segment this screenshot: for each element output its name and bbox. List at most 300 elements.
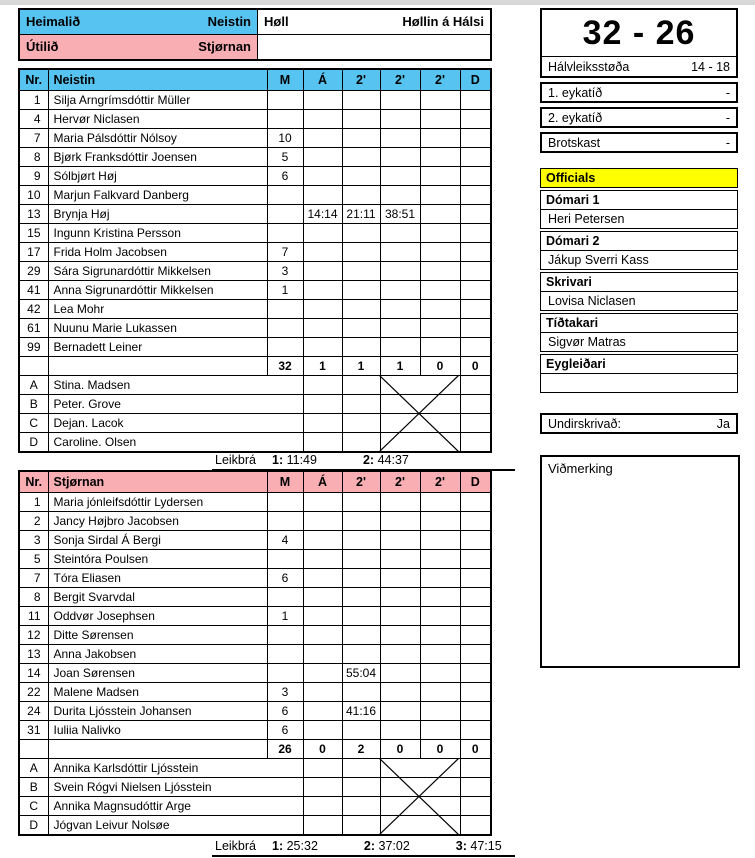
player-name-cell: Tóra Eliasen [48,569,267,588]
player-number-cell: 15 [19,224,48,243]
player-name-cell: Frida Holm Jacobsen [48,243,267,262]
warning-cell [303,186,342,205]
bench-name-cell: Peter. Grove [48,395,303,414]
hall-name: Høllin á Hálsi [402,14,484,30]
official-name: Jákup Sverri Kass [548,253,649,267]
total-disqualifications-cell: 0 [460,357,491,376]
suspension3-cell [420,702,460,721]
suspension2-cell [380,550,420,569]
suspension2-cell [380,186,420,205]
total-suspensions1-cell: 1 [342,357,380,376]
suspension1-cell [342,110,380,129]
goals-cell: 4 [267,531,303,550]
column-header: 2' [380,69,420,91]
warning-cell [303,110,342,129]
player-name-cell: Jancy Højbro Jacobsen [48,512,267,531]
crossed-cell [380,395,460,414]
goals-cell: 6 [267,167,303,186]
suspension3-cell [420,186,460,205]
goals-cell: 6 [267,721,303,740]
away-timeouts-line [18,838,518,854]
player-row [19,281,491,300]
crossed-cell [380,797,460,816]
underline [212,469,515,471]
player-name-cell: Oddvør Josephsen [48,607,267,626]
goals-cell: 7 [267,243,303,262]
crossed-cell [380,433,460,453]
suspension2-cell [380,91,420,110]
disqualification-cell [460,91,491,110]
disqualification-cell [460,414,491,433]
goals-cell [267,664,303,683]
bench-official-row [19,816,491,836]
player-name-cell: Sára Sigrunardóttir Mikkelsen [48,262,267,281]
official-name [541,374,737,392]
player-number-cell: 7 [19,129,48,148]
suspension3-cell [420,664,460,683]
player-row [19,550,491,569]
suspension3-cell [420,683,460,702]
bench-letter-cell: B [19,778,48,797]
suspension2-cell [380,281,420,300]
player-row [19,186,491,205]
suspension2-cell [380,148,420,167]
column-header: Nr. [19,69,48,91]
column-header: 2' [420,69,460,91]
player-number-cell: 7 [19,569,48,588]
column-header: M [267,471,303,493]
suspension1-cell: 55:04 [342,664,380,683]
disqualification-cell [460,300,491,319]
suspension3-cell [420,607,460,626]
goals-cell [267,626,303,645]
suspension2-cell [380,493,420,512]
player-name-cell: Maria jónleifsdóttir Lydersen [48,493,267,512]
bench-official-row [19,759,491,778]
suspension2-cell [380,721,420,740]
disqualification-cell [460,148,491,167]
player-row [19,645,491,664]
suspension3-cell [420,338,460,357]
suspension1-cell [342,319,380,338]
goals-cell: 6 [267,569,303,588]
disqualification-cell [460,512,491,531]
suspension2-cell [380,262,420,281]
disqualification-cell [460,281,491,300]
signed-label: Undirskrivað: [548,416,621,431]
player-number-cell: 9 [19,167,48,186]
player-row [19,262,491,281]
player-name-cell: Maria Pálsdóttir Nólsoy [48,129,267,148]
timeout-entry [363,453,409,467]
column-header: Á [303,69,342,91]
timeout-number: 1: [272,839,284,853]
total-suspensions3-cell: 0 [420,357,460,376]
suspension1-cell [342,414,380,433]
official-role: Dómari 1 [541,191,737,210]
goals-cell: 1 [267,281,303,300]
bench-name-cell: Svein Rógvi Nielsen Ljósstein [48,778,303,797]
suspension2-cell [380,683,420,702]
warning-cell [303,91,342,110]
bench-letter-cell: C [19,797,48,816]
suspension1-cell [342,626,380,645]
player-number-cell: 5 [19,550,48,569]
player-number-cell: 11 [19,607,48,626]
player-row [19,338,491,357]
player-row [19,588,491,607]
away-label: Útilið [26,39,59,55]
suspension1-cell [342,797,380,816]
suspension1-cell [342,433,380,453]
player-number-cell: 10 [19,186,48,205]
total-suspensions2-cell: 0 [380,740,420,759]
warning-cell [303,550,342,569]
suspension2-cell [380,588,420,607]
player-name-cell: Ingunn Kristina Persson [48,224,267,243]
player-row [19,224,491,243]
player-name-cell: Lea Mohr [48,300,267,319]
disqualification-cell [460,664,491,683]
goals-cell [267,493,303,512]
player-number-cell: 14 [19,664,48,683]
warning-cell [303,797,342,816]
suspension1-cell [342,262,380,281]
total-suspensions3-cell: 0 [420,740,460,759]
total-warnings-cell: 0 [303,740,342,759]
empty-cell [19,357,48,376]
warning-cell [303,721,342,740]
suspension3-cell [420,129,460,148]
bench-letter-cell: A [19,376,48,395]
suspension1-cell: 41:16 [342,702,380,721]
suspension2-cell [380,338,420,357]
warning-cell [303,167,342,186]
player-row [19,683,491,702]
home-timeouts-line [18,452,518,468]
player-name-cell: Bergit Svarvdal [48,588,267,607]
suspension1-cell [342,531,380,550]
suspension3-cell [420,645,460,664]
disqualification-cell [460,262,491,281]
column-header: D [460,471,491,493]
player-name-cell: Steintóra Poulsen [48,550,267,569]
timeout-entry [272,453,317,467]
disqualification-cell [460,433,491,453]
bench-official-row [19,395,491,414]
home-team-cell [20,10,258,35]
bench-letter-cell: D [19,816,48,836]
warning-cell [303,129,342,148]
suspension1-cell [342,550,380,569]
player-name-cell: Bjørk Franksdóttir Joensen [48,148,267,167]
suspension1-cell [342,588,380,607]
player-name-cell: Anna Sigrunardóttir Mikkelsen [48,281,267,300]
disqualification-cell [460,243,491,262]
disqualification-cell [460,683,491,702]
player-number-cell: 1 [19,493,48,512]
suspension2-cell [380,569,420,588]
player-name-cell: Joan Sørensen [48,664,267,683]
warning-cell [303,300,342,319]
bench-official-row [19,376,491,395]
suspension2-cell [380,243,420,262]
official-role: Tíðtakari [541,314,737,333]
suspension1-cell [342,778,380,797]
suspension1-cell [342,759,380,778]
underline [212,855,515,857]
player-row [19,243,491,262]
suspension2-cell [380,531,420,550]
warning-cell: 14:14 [303,205,342,224]
suspension1-cell [342,493,380,512]
suspension3-cell [420,721,460,740]
player-name-cell: Brynja Høj [48,205,267,224]
hall-label: Høll [264,14,289,30]
column-header: 2' [380,471,420,493]
suspension2-cell [380,300,420,319]
disqualification-cell [460,376,491,395]
suspension3-cell [420,224,460,243]
player-name-cell: Anna Jakobsen [48,645,267,664]
official-entry [540,272,738,311]
suspension3-cell [420,91,460,110]
total-goals-cell: 32 [267,357,303,376]
goals-cell [267,186,303,205]
overtime2-label: 2. eykatíð [548,110,603,125]
penalty-shootout-value: - [725,135,730,150]
suspension1-cell [342,645,380,664]
disqualification-cell [460,205,491,224]
disqualification-cell [460,702,491,721]
officials-panel [540,168,738,393]
warning-cell [303,376,342,395]
disqualification-cell [460,569,491,588]
player-name-cell: Iuliia Nalivko [48,721,267,740]
player-number-cell: 8 [19,148,48,167]
suspension1-cell [342,167,380,186]
player-name-cell: Ditte Sørensen [48,626,267,645]
crossed-cell [380,759,460,778]
goals-cell [267,91,303,110]
disqualification-cell [460,645,491,664]
player-number-cell: 13 [19,645,48,664]
bench-name-cell: Dejan. Lacok [48,414,303,433]
suspension3-cell [420,167,460,186]
warning-cell [303,338,342,357]
column-header: M [267,69,303,91]
player-row [19,300,491,319]
goals-cell: 1 [267,607,303,626]
suspension1-cell [342,224,380,243]
suspension3-cell [420,110,460,129]
suspension2-cell [380,129,420,148]
halftime-row [542,56,736,77]
suspension1-cell [342,91,380,110]
player-row [19,129,491,148]
suspension1-cell [342,186,380,205]
team-name-header: Neistin [48,69,267,91]
goals-cell: 5 [267,148,303,167]
bench-official-row [19,778,491,797]
warning-cell [303,319,342,338]
away-roster-table [18,470,496,836]
overtime1-value: - [725,85,730,100]
timeout-time: 25:32 [286,839,318,853]
roster-header-row [19,471,491,493]
player-name-cell: Bernadett Leiner [48,338,267,357]
warning-cell [303,224,342,243]
goals-cell [267,319,303,338]
disqualification-cell [460,493,491,512]
signed-row [540,413,738,434]
remarks-label: Viðmerking [548,461,613,476]
official-entry [540,231,738,270]
official-role: Eygleiðari [541,355,737,374]
suspension1-cell [342,569,380,588]
disqualification-cell [460,721,491,740]
goals-cell [267,550,303,569]
official-entry [540,354,738,393]
penalty-shootout-label: Brotskast [548,135,601,150]
total-disqualifications-cell: 0 [460,740,491,759]
suspension1-cell [342,395,380,414]
warning-cell [303,148,342,167]
disqualification-cell [460,186,491,205]
roster-table [18,470,492,836]
suspension1-cell [342,300,380,319]
suspension2-cell [380,110,420,129]
suspension2-cell [380,645,420,664]
timeout-number: 1: [272,453,284,467]
away-team-cell [20,35,258,60]
suspension3-cell [420,262,460,281]
timeout-time: 44:37 [377,453,409,467]
suspension1-cell: 21:11 [342,205,380,224]
player-number-cell: 2 [19,512,48,531]
halftime-label: Hálvleiksstøða [548,60,630,74]
player-name-cell: Silja Arngrímsdóttir Müller [48,91,267,110]
suspension3-cell [420,512,460,531]
disqualification-cell [460,338,491,357]
bench-letter-cell: B [19,395,48,414]
disqualification-cell [460,110,491,129]
suspension1-cell [342,148,380,167]
timeout-entry [272,839,318,853]
player-row [19,512,491,531]
player-row [19,319,491,338]
crossed-cell [380,778,460,797]
timeout-number: 2: [363,839,376,853]
goals-cell: 10 [267,129,303,148]
empty-header-cell [258,35,490,60]
totals-row [19,740,491,759]
crossed-cell [380,816,460,836]
window-top-band [0,0,755,5]
empty-cell [48,357,267,376]
column-header: 2' [342,69,380,91]
warning-cell [303,759,342,778]
suspension1-cell [342,129,380,148]
player-number-cell: 17 [19,243,48,262]
overtime1-label: 1. eykatíð [548,85,603,100]
totals-row [19,357,491,376]
hall-cell [258,10,490,35]
disqualification-cell [460,607,491,626]
warning-cell [303,512,342,531]
roster-table [18,68,492,453]
warning-cell [303,395,342,414]
player-row [19,493,491,512]
player-row [19,167,491,186]
player-row [19,205,491,224]
player-row [19,607,491,626]
warning-cell [303,569,342,588]
official-role: Skrivari [541,273,737,292]
warning-cell [303,243,342,262]
overtime2-value: - [725,110,730,125]
bench-name-cell: Annika Karlsdóttir Ljósstein [48,759,303,778]
player-row [19,626,491,645]
total-suspensions2-cell: 1 [380,357,420,376]
timeouts-label: Leikbrá [215,839,256,853]
player-row [19,664,491,683]
official-role: Dómari 2 [541,232,737,251]
player-number-cell: 13 [19,205,48,224]
player-name-cell: Marjun Falkvard Danberg [48,186,267,205]
match-header [18,8,492,61]
suspension3-cell [420,531,460,550]
suspension3-cell [420,569,460,588]
player-number-cell: 8 [19,588,48,607]
disqualification-cell [460,816,491,836]
signed-value: Ja [716,416,730,431]
crossed-cell [380,414,460,433]
bench-official-row [19,414,491,433]
total-suspensions1-cell: 2 [342,740,380,759]
player-name-cell: Durita Ljósstein Johansen [48,702,267,721]
suspension1-cell [342,816,380,836]
remarks-box [540,455,740,668]
disqualification-cell [460,129,491,148]
suspension3-cell [420,281,460,300]
official-name: Heri Petersen [548,212,625,226]
disqualification-cell [460,224,491,243]
player-number-cell: 61 [19,319,48,338]
suspension3-cell [420,205,460,224]
final-score: 32 - 26 [582,13,696,52]
warning-cell [303,645,342,664]
player-number-cell: 31 [19,721,48,740]
empty-cell [19,740,48,759]
timeout-time: 37:02 [378,839,410,853]
bench-letter-cell: D [19,433,48,453]
suspension3-cell [420,493,460,512]
warning-cell [303,778,342,797]
disqualification-cell [460,531,491,550]
suspension2-cell [380,167,420,186]
warning-cell [303,588,342,607]
suspension1-cell [342,721,380,740]
player-number-cell: 22 [19,683,48,702]
suspension1-cell [342,376,380,395]
suspension2-cell [380,319,420,338]
timeout-entry [456,839,502,853]
suspension3-cell [420,550,460,569]
player-name-cell: Sonja Sirdal Á Bergi [48,531,267,550]
player-name-cell: Malene Madsen [48,683,267,702]
column-header: D [460,69,491,91]
